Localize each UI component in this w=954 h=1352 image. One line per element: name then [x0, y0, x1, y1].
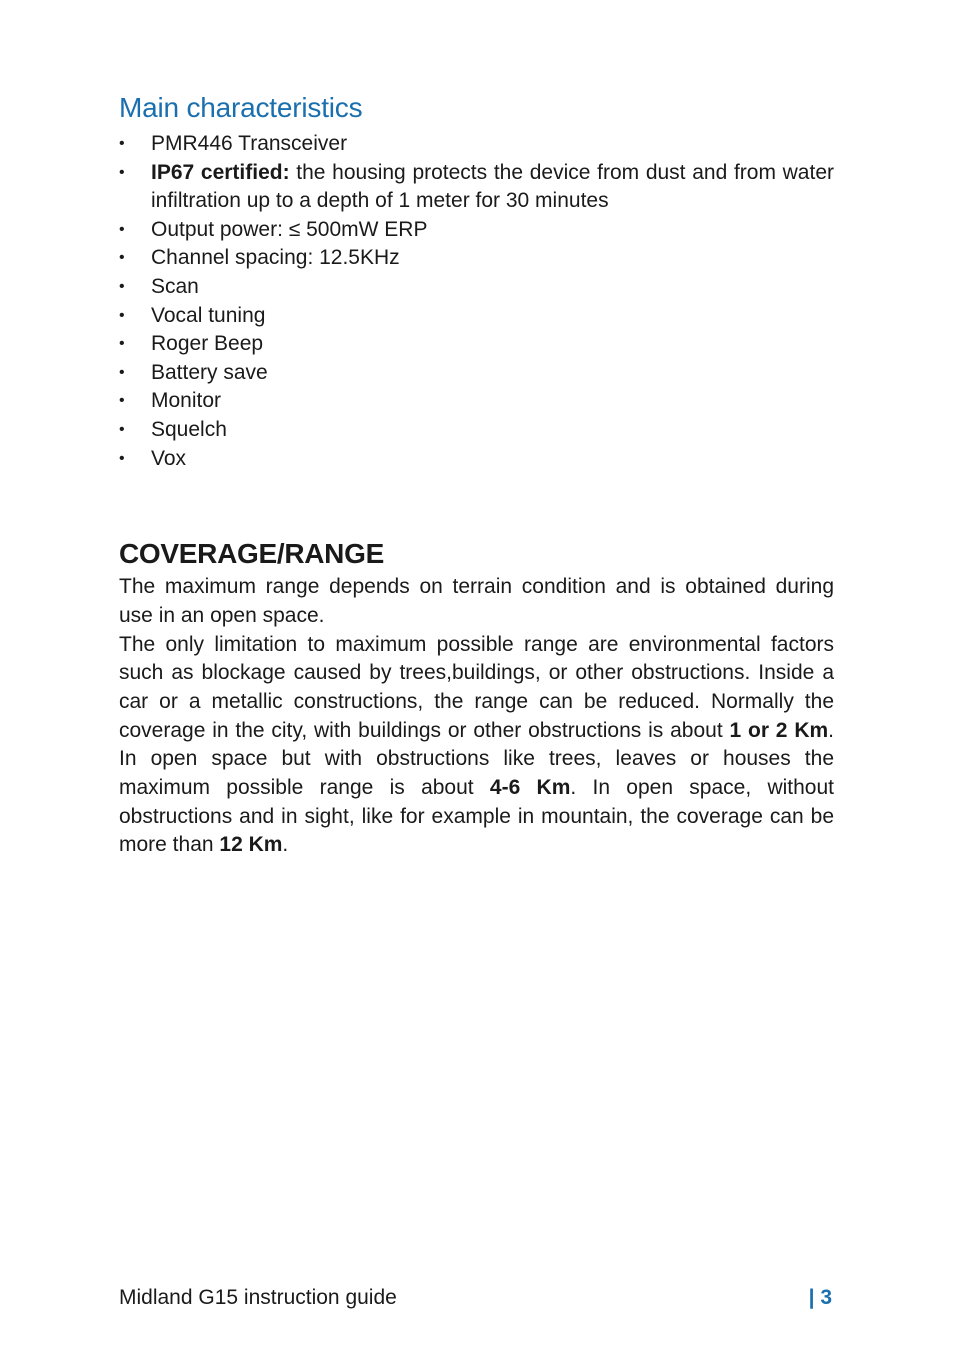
characteristics-list	[119, 130, 834, 473]
item-text: Vocal tuning	[151, 303, 266, 327]
coverage-paragraph-1: The maximum range depends on terrain condition and is obtained during use in an open space.	[119, 575, 834, 627]
footer-document-title: Midland G15 instruction guide	[119, 1286, 397, 1309]
paragraph-text: The only limitation to maximum possible range are environmental factors such as blockage caused by trees,buildings, or other obstructions. Inside a car or a metallic constructions, the range can be reduced. Normally the coverage in the city, with buildings or other obstructions is about	[119, 632, 834, 742]
item-text: Battery save	[151, 360, 268, 384]
item-text: Scan	[151, 274, 199, 298]
range-obstructed-value: 4-6 Km	[489, 776, 571, 800]
bullet-icon: •	[119, 392, 125, 410]
page-content	[119, 88, 834, 860]
item-bold-label: IP67 certified:	[151, 160, 290, 184]
list-item	[119, 330, 834, 359]
item-text: Output power: ≤ 500mW ERP	[151, 217, 428, 241]
list-item	[119, 216, 834, 245]
paragraph-text: . In open space but with obstructions like trees, leaves or houses the maximum possible range is about	[119, 718, 834, 800]
item-text: Channel spacing: 12.5KHz	[151, 246, 400, 270]
item-text: PMR446 Transceiver	[151, 132, 348, 155]
bullet-icon: •	[119, 335, 125, 353]
bullet-icon: •	[119, 249, 125, 267]
bullet-icon: •	[119, 420, 125, 438]
item-text: Vox	[151, 446, 187, 470]
item-text: the housing protects the device from dust and from water infiltration up to a depth of 1 meter for 30 minutes	[151, 160, 834, 213]
page-number: | 3	[808, 1286, 832, 1309]
list-item	[119, 273, 834, 302]
paragraph-text: .	[282, 833, 289, 857]
range-city-value: 1 or 2 Km	[729, 718, 829, 742]
list-item	[119, 130, 834, 159]
list-item	[119, 302, 834, 331]
list-item	[119, 244, 834, 273]
list-item	[119, 159, 834, 216]
bullet-icon: •	[119, 306, 125, 324]
paragraph-text: . In open space, without obstructions and in sight, like for example in mountain, the coverage can be more than	[119, 776, 835, 857]
page-footer	[119, 1283, 832, 1313]
list-item	[119, 359, 834, 388]
range-open-value: 12 Km	[219, 833, 283, 857]
bullet-icon: •	[119, 449, 125, 467]
bullet-icon: •	[119, 363, 125, 381]
bullet-icon: •	[119, 220, 125, 238]
bullet-icon: •	[119, 163, 125, 181]
list-item	[119, 416, 834, 445]
item-text: Roger Beep	[151, 332, 264, 356]
main-characteristics-heading: Main characteristics	[119, 92, 363, 123]
list-item	[119, 387, 834, 416]
item-text: Monitor	[151, 389, 222, 413]
coverage-range-heading: COVERAGE/RANGE	[119, 538, 384, 570]
coverage-paragraph-2	[119, 631, 834, 861]
item-text: Squelch	[151, 417, 227, 441]
list-item	[119, 445, 834, 474]
bullet-icon: •	[119, 135, 125, 152]
bullet-icon: •	[119, 277, 125, 295]
